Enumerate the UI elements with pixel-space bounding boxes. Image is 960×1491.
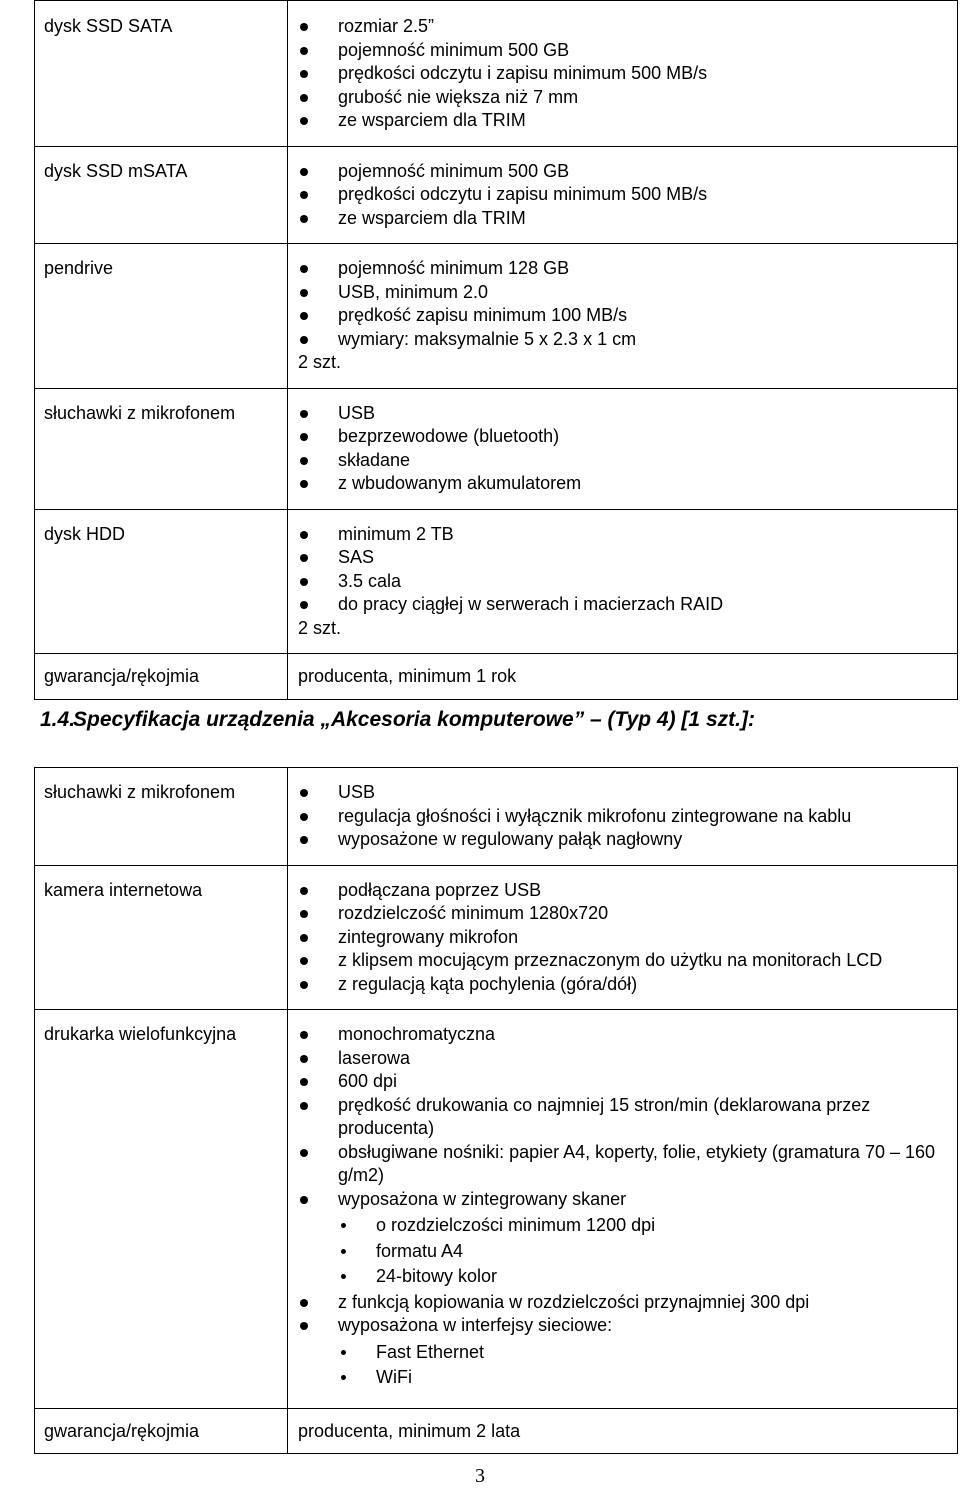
row-label: słuchawki z mikrofonem (35, 388, 288, 509)
list-item (298, 1314, 949, 1390)
row-value (288, 768, 958, 866)
list-item: ze wsparciem dla TRIM (298, 207, 949, 231)
warranty-label: gwarancja/rękojmia (35, 654, 288, 700)
warranty-label: gwarancja/rękojmia (35, 1408, 288, 1454)
row-value (288, 244, 958, 389)
table-row (35, 509, 958, 654)
table-row (35, 146, 958, 244)
row-value (288, 1010, 958, 1409)
table-row (35, 654, 958, 700)
row-value (288, 388, 958, 509)
table-row (35, 388, 958, 509)
list-item: wymiary: maksymalnie 5 x 2.3 x 1 cm (298, 328, 949, 352)
scanner-text: wyposażona w zintegrowany skaner (338, 1188, 627, 1209)
list-item: prędkości odczytu i zapisu minimum 500 MB/s (298, 183, 949, 207)
list-item: minimum 2 TB (298, 523, 949, 547)
list-item: prędkości odczytu i zapisu minimum 500 MB/s (298, 62, 949, 86)
warranty-value: producenta, minimum 1 rok (288, 654, 958, 700)
sub-list-item: o rozdzielczości minimum 1200 dpi (338, 1214, 949, 1238)
list-item: ze wsparciem dla TRIM (298, 109, 949, 133)
list-item: z funkcją kopiowania w rozdzielczości przynajmniej 300 dpi (298, 1291, 949, 1315)
list-item: USB (298, 781, 949, 805)
quantity-note: 2 szt. (298, 617, 342, 638)
list-item: USB, minimum 2.0 (298, 281, 949, 305)
quantity-note: 2 szt. (298, 352, 342, 372)
list-item: pojemność minimum 128 GB (298, 257, 949, 281)
section-heading (40, 708, 755, 732)
list-item: SAS (298, 546, 949, 570)
row-value (288, 146, 958, 244)
list-item: pojemność minimum 500 GB (298, 39, 949, 63)
list-item: rozdzielczość minimum 1280x720 (298, 902, 949, 926)
list-item: do pracy ciągłej w serwerach i macierzach RAID (298, 593, 949, 617)
list-item: z klipsem mocującym przeznaczonym do użytku na monitorach LCD (298, 949, 949, 973)
section-number: 1.4. (40, 708, 76, 731)
section-title: Specyfikacja urządzenia „Akcesoria komputerowe” – (Typ 4) [1 szt.]: (73, 708, 755, 731)
list-item: bezprzewodowe (bluetooth) (298, 425, 949, 449)
sub-list-item: Fast Ethernet (338, 1341, 949, 1365)
list-item: z wbudowanym akumulatorem (298, 472, 949, 496)
row-label: dysk SSD SATA (35, 1, 288, 147)
list-item: prędkość drukowania co najmniej 15 stron/min (deklarowana przez producenta) (298, 1094, 949, 1141)
list-item: regulacja głośności i wyłącznik mikrofonu zintegrowane na kablu (298, 805, 949, 829)
row-label: kamera internetowa (35, 865, 288, 1010)
table-row (35, 244, 958, 389)
list-item: wyposażone w regulowany pałąk nagłowny (298, 828, 949, 852)
list-item: prędkość zapisu minimum 100 MB/s (298, 304, 949, 328)
table-row (35, 1408, 958, 1454)
list-item: 600 dpi (298, 1070, 949, 1094)
row-value (288, 1, 958, 147)
list-item: USB (298, 402, 949, 426)
row-label: dysk SSD mSATA (35, 146, 288, 244)
table-row (35, 865, 958, 1010)
row-label: pendrive (35, 244, 288, 389)
row-label: słuchawki z mikrofonem (35, 768, 288, 866)
list-item: monochromatyczna (298, 1023, 949, 1047)
list-item: składane (298, 449, 949, 473)
spec-table-1 (34, 0, 958, 700)
spec-table-2 (34, 767, 958, 1454)
page-number: 3 (475, 1465, 485, 1487)
list-item: z regulacją kąta pochylenia (góra/dół) (298, 973, 949, 997)
list-item: pojemność minimum 500 GB (298, 160, 949, 184)
list-item: grubość nie większa niż 7 mm (298, 86, 949, 110)
list-item: 3.5 cala (298, 570, 949, 594)
row-value (288, 509, 958, 654)
warranty-value: producenta, minimum 2 lata (288, 1408, 958, 1454)
list-item (298, 1188, 949, 1289)
network-text: wyposażona w interfejsy sieciowe: (338, 1315, 613, 1335)
list-item: zintegrowany mikrofon (298, 926, 949, 950)
table-row (35, 1, 958, 147)
sub-list-item: formatu A4 (338, 1240, 949, 1264)
sub-list-item: WiFi (338, 1366, 949, 1390)
table-row (35, 768, 958, 866)
table-row (35, 1010, 958, 1409)
list-item: rozmiar 2.5” (298, 15, 949, 39)
row-value (288, 865, 958, 1010)
list-item: laserowa (298, 1047, 949, 1071)
list-item: obsługiwane nośniki: papier A4, koperty, folie, etykiety (gramatura 70 – 160 g/m2) (298, 1141, 949, 1188)
list-item: podłączana poprzez USB (298, 879, 949, 903)
row-label: dysk HDD (35, 509, 288, 654)
row-label: drukarka wielofunkcyjna (35, 1010, 288, 1409)
sub-list-item: 24-bitowy kolor (338, 1265, 949, 1289)
